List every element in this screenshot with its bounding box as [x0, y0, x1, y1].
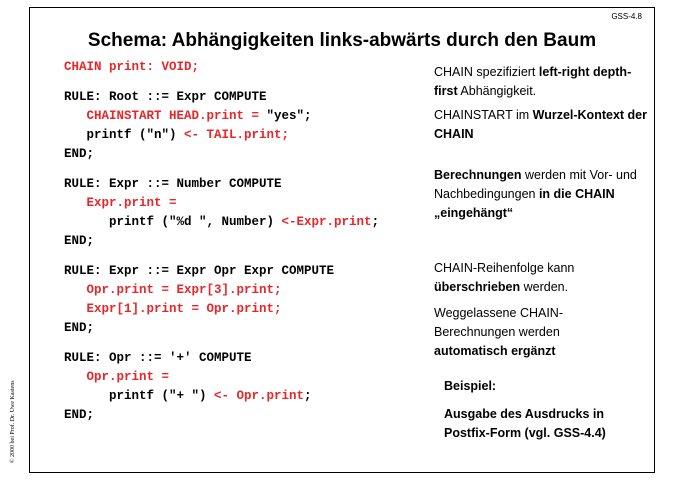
- copyright-text: © 2000 bei Prof. Dr. Uwe Kastens: [10, 380, 16, 463]
- code-line: [64, 262, 379, 281]
- code-segment: END;: [64, 321, 95, 335]
- code-line: [64, 175, 379, 194]
- example-text: [444, 405, 644, 443]
- code-segment: "yes";: [266, 109, 312, 123]
- code-gap: [64, 338, 379, 349]
- code-segment: Opr.print = Expr[3].print;: [64, 283, 282, 297]
- code-segment: ;: [371, 215, 380, 229]
- code-segment: printf ("%d ", Number): [64, 215, 282, 229]
- note-bold: Wurzel-Kontext der CHAIN: [434, 108, 647, 141]
- code-line: [64, 58, 379, 77]
- code-line: [64, 387, 379, 406]
- code-segment: Expr.print =: [64, 196, 177, 210]
- note-bold: automatisch ergänzt: [434, 344, 556, 358]
- code-segment: Expr[1].print = Opr.print;: [64, 302, 282, 316]
- code-line: [64, 107, 379, 126]
- code-segment: printf ("+ "): [64, 389, 215, 403]
- code-line: [64, 88, 379, 107]
- note-bold: Berechnungen: [434, 168, 522, 182]
- code-line: [64, 319, 379, 338]
- note-bold: überschrieben: [434, 280, 521, 294]
- note-bold: in die CHAIN „eingehängt“: [434, 187, 615, 220]
- code-line: [64, 406, 379, 425]
- code-segment: RULE: Expr ::= Expr Opr Expr COMPUTE: [64, 264, 335, 278]
- note-computations: [434, 166, 654, 223]
- code-line: [64, 368, 379, 387]
- code-segment: CHAINSTART HEAD.print =: [64, 109, 267, 123]
- note-text: CHAINSTART im: [434, 108, 533, 122]
- code-segment: END;: [64, 408, 95, 422]
- page-code: GSS-4.8: [611, 12, 642, 21]
- code-segment: <- Opr.print: [214, 389, 305, 403]
- code-line: [64, 126, 379, 145]
- slide-title: Schema: Abhängigkeiten links-abwärts durch den Baum: [87, 30, 597, 51]
- code-gap: [64, 164, 379, 175]
- note-order: [434, 259, 654, 297]
- code-segment: CHAIN print: VOID;: [64, 60, 200, 74]
- code-segment: RULE: Expr ::= Number COMPUTE: [64, 177, 282, 191]
- note-text: Weggelassene CHAIN-Berechnungen werden: [434, 306, 563, 339]
- note-text: CHAIN spezifiziert: [434, 65, 539, 79]
- note-bold: left-right depth-first: [434, 65, 632, 98]
- note-chain: [434, 63, 654, 101]
- code-segment: RULE: Opr ::= '+' COMPUTE: [64, 351, 252, 365]
- code-gap: [64, 251, 379, 262]
- code-line: [64, 349, 379, 368]
- code-segment: RULE: Root ::= Expr COMPUTE: [64, 90, 267, 104]
- example-title-text: Beispiel:: [444, 379, 497, 393]
- code-line: [64, 232, 379, 251]
- code-segment: <- TAIL.print;: [184, 128, 290, 142]
- code-segment: END;: [64, 234, 95, 248]
- note-text: Abhängigkeit.: [457, 84, 537, 98]
- example-text-content: Ausgabe des Ausdrucks in Postfix-Form (vgl. GSS-4.4): [444, 407, 606, 440]
- code-line: [64, 145, 379, 164]
- note-text: werden.: [520, 280, 569, 294]
- note-text: werden mit Vor- und Nachbedingungen: [434, 168, 637, 201]
- code-segment: END;: [64, 147, 95, 161]
- code-gap: [64, 77, 379, 88]
- note-chainstart: [434, 106, 654, 144]
- example-title: [444, 377, 664, 396]
- code-line: [64, 194, 379, 213]
- code-segment: ;: [304, 389, 312, 403]
- code-line: [64, 300, 379, 319]
- code-segment: <-Expr.print: [281, 215, 372, 229]
- slide-frame: [29, 7, 655, 473]
- code-segment: Opr.print =: [64, 370, 170, 384]
- code-listing: [64, 58, 379, 425]
- code-segment: printf ("n"): [64, 128, 185, 142]
- copyright-note: [6, 355, 16, 465]
- code-line: [64, 213, 379, 232]
- note-text: CHAIN-Reihenfolge kann: [434, 261, 575, 275]
- note-omitted: [434, 304, 604, 361]
- code-line: [64, 281, 379, 300]
